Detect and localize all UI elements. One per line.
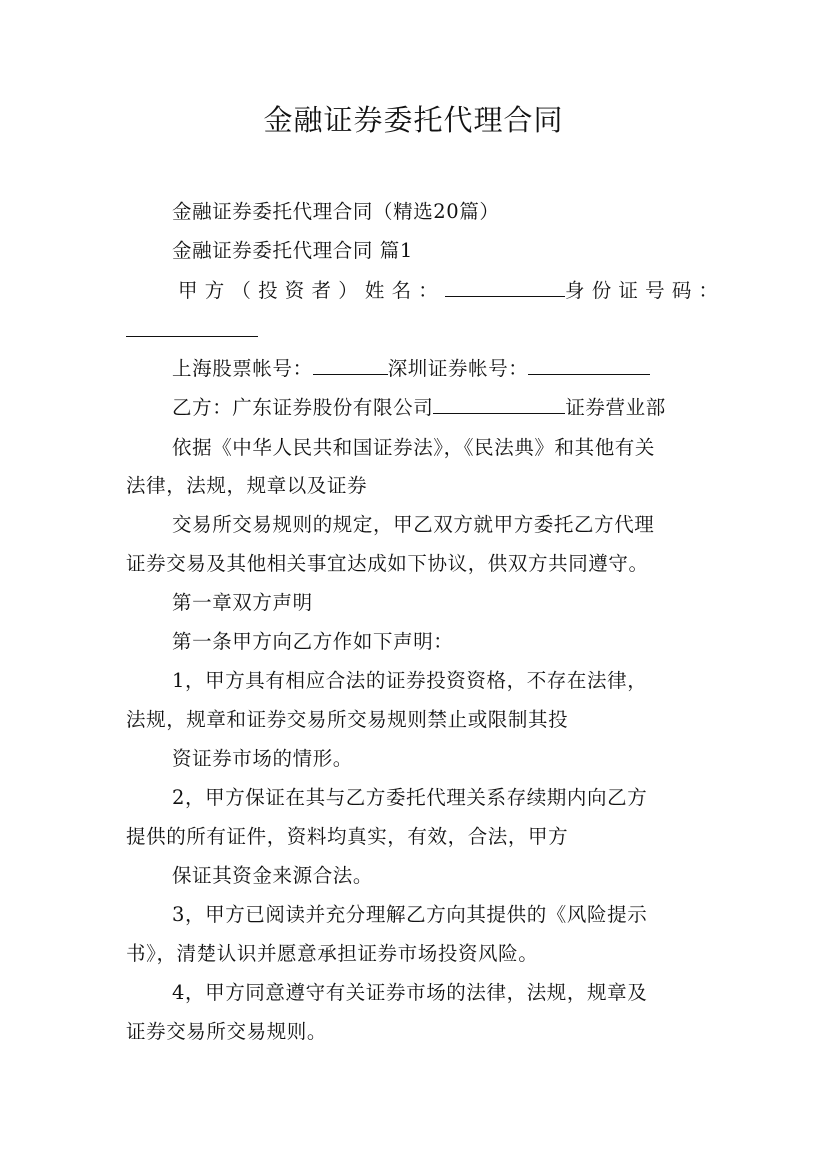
party-b-branch-blank xyxy=(433,395,565,414)
party-a-id-blank xyxy=(126,318,258,337)
paragraph-line: 依据《中华人民共和国证券法》，《民法典》和其他有关 xyxy=(172,436,656,459)
party-b-label: 乙方：广东证券股份有限公司 xyxy=(172,396,434,419)
clause-line: 4，甲方同意遵守有关证券市场的法律，法规，规章及 xyxy=(172,981,648,1004)
party-a-name-blank xyxy=(445,278,565,297)
party-a-id-blank-line xyxy=(126,317,258,345)
subtitle-line: 金融证券委托代理合同（精选20篇） xyxy=(172,200,500,223)
clause-line: 法规，规章和证券交易所交易规则禁止或限制其投 xyxy=(126,708,569,731)
party-a-id-label: 身份证号码： xyxy=(565,279,726,302)
party-a-line xyxy=(178,277,725,305)
shenzhen-account-label: 深圳证券帐号： xyxy=(387,357,529,380)
document-title: 金融证券委托代理合同 xyxy=(263,103,564,137)
clause-line: 1，甲方具有相应合法的证券投资资格，不存在法律， xyxy=(172,669,648,692)
clause-line: 书》，清楚认识并愿意承担证券市场投资风险。 xyxy=(126,942,539,965)
clause-line: 提供的所有证件，资料均真实，有效，合法，甲方 xyxy=(126,825,569,848)
section-heading: 金融证券委托代理合同 篇1 xyxy=(172,239,413,262)
paragraph-line: 法律，法规，规章以及证券 xyxy=(126,474,368,497)
paragraph-line: 交易所交易规则的规定，甲乙双方就甲方委托乙方代理 xyxy=(172,513,655,536)
chapter-heading: 第一章双方声明 xyxy=(172,591,313,614)
shanghai-account-label: 上海股票帐号： xyxy=(172,357,313,380)
clause-line: 证券交易所交易规则。 xyxy=(126,1020,328,1043)
clause-line: 保证其资金来源合法。 xyxy=(172,864,374,887)
shenzhen-account-blank xyxy=(528,356,650,375)
party-a-name-label: 甲方（投资者）姓名： xyxy=(178,279,446,302)
clause-line: 3，甲方已阅读并充分理解乙方向其提供的《风险提示 xyxy=(172,903,648,926)
clause-line: 2，甲方保证在其与乙方委托代理关系存续期内向乙方 xyxy=(172,786,648,809)
shanghai-account-blank xyxy=(313,356,388,375)
paragraph-line: 证券交易及其他相关事宜达成如下协议，供双方共同遵守。 xyxy=(126,552,649,575)
account-line xyxy=(172,355,650,383)
clause-line: 资证券市场的情形。 xyxy=(172,747,353,770)
party-b-line xyxy=(172,394,666,422)
article-heading: 第一条甲方向乙方作如下声明： xyxy=(172,630,454,653)
party-b-branch-label: 证券营业部 xyxy=(565,396,666,419)
